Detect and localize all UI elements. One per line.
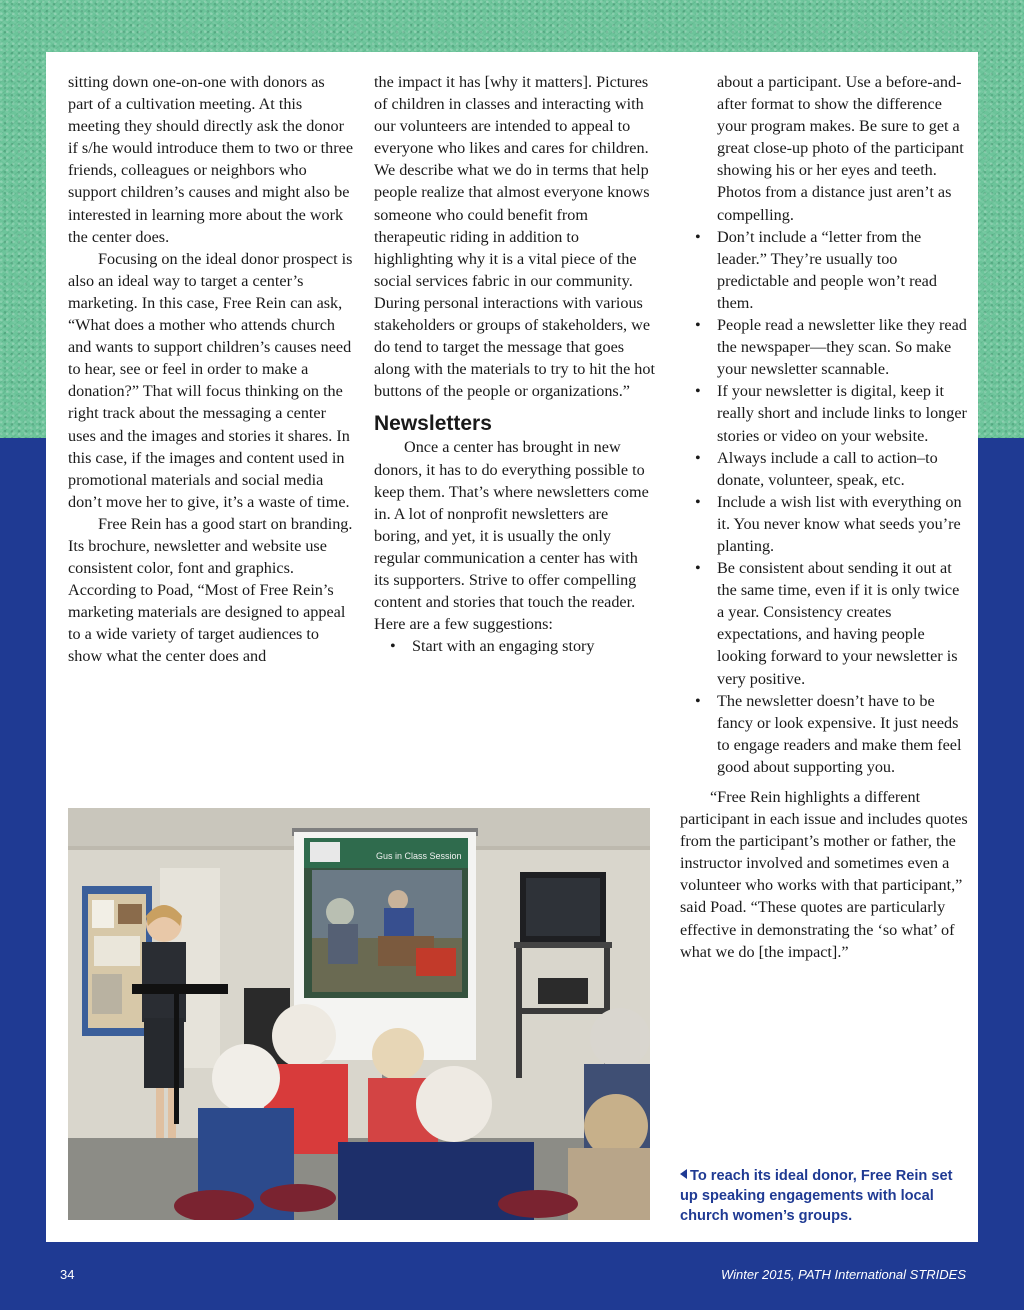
paragraph: Once a center has brought in new donors, it has to do everything possible to keep them. That’s where newsletters come in. A lot of nonprofit newsletters are boring, and yet, it is usually the only regular communication a center has with its supporters. Strive to offer compelling content and stories that touch the reader. Here are a few suggestions: [374, 438, 649, 634]
issue-footer [721, 1267, 966, 1282]
list-item-continuation: about a participant. Use a before-and-after format to show the difference your program makes. Be sure to get a great close-up photo of the participant showing his or her eyes and teeth. Photos from a distance just aren’t as compelling. [717, 73, 964, 224]
paragraph: sitting down one-on-one with donors as part of a cultivation meeting. At this meeting they should directly ask the donor if s/he would introduce them to two or three friends, colleagues or neighbors who support children’s causes and might also be interested in learning more about the work the center does. [68, 73, 354, 246]
projected-slide-title: Gus in Class Session [376, 851, 462, 861]
paragraph: Free Rein has a good start on branding. Its brochure, newsletter and website use consistent color, font and graphics. According to Poad, “Most of Free Rein’s marketing materials are designed to appeal to a wide variety of target audiences to show what the center does and [68, 514, 353, 666]
article-column-1 [68, 71, 353, 668]
section-heading-newsletters: Newsletters [374, 412, 492, 436]
speaking-engagement-photo [68, 808, 650, 1220]
list-item: • Don’t include a “letter from the leader.” They’re usually too predictable and people won’t read them. [680, 226, 970, 314]
list-item: • People read a newsletter like they read the newspaper—they scan. So make your newsletter scannable. [680, 314, 970, 380]
photo-caption-text: To reach its ideal donor, Free Rein set up speaking engagements with local church women’s groups. [680, 1168, 953, 1224]
article-column-2 [374, 71, 656, 657]
list-item: • Be consistent about sending it out at the same time, even if it is only twice a year. Consistency creates expectations, and having people looking forward to your newsletter is very positive. [680, 557, 970, 690]
article-column-3 [680, 71, 970, 963]
list-item: • Always include a call to action–to donate, volunteer, speak, etc. [680, 447, 970, 491]
list-item: • Start with an engaging story [374, 635, 656, 657]
photo-caption [680, 1166, 970, 1226]
issue-date: Winter 2015, PATH International [720, 1267, 910, 1282]
suggestion-list [374, 635, 656, 657]
suggestion-list [680, 226, 970, 778]
paragraph: “Free Rein highlights a different participant in each issue and includes quotes from the participant’s mother or father, the instructor involved and sometimes even a volunteer who works with that participant,” said Poad. “These quotes are particularly effective in demonstrating the ‘so what’ of what we do [the impact].” [680, 788, 968, 961]
page-number: 34 [60, 1267, 75, 1282]
publication-name: STRIDES [909, 1267, 966, 1282]
paragraph: Focusing on the ideal donor prospect is also an ideal way to target a center’s marketing. In this case, Free Rein can ask, “What does a mother who attends church and wants to support children’s causes need to hear, see or feel in order to make a donation?” That will focus thinking on the right track about the messaging a center uses and the images and stories it shares. In this case, if the images and content used in promotional materials and social media don’t move her to give, it’s a waste of time. [68, 249, 353, 511]
list-item: • If your newsletter is digital, keep it really short and include links to longer stories or video on your website. [680, 380, 970, 446]
list-item: • The newsletter doesn’t have to be fancy or look expensive. It just needs to engage readers and make them feel good about supporting you. [680, 690, 970, 778]
photo-illustration [68, 808, 650, 1220]
paragraph: the impact it has [why it matters]. Pictures of children in classes and interacting with our volunteers are intended to appeal to everyone who likes and cares for children. We describe what we do in terms that help people realize that almost everyone knows someone who could benefit from therapeutic riding in addition to highlighting why it is a vital piece of the social services fabric in our community. During personal interactions with various stakeholders or groups of stakeholders, we do tend to target the message that goes along with the materials to try to hit the hot buttons of the people or organizations.” [374, 73, 655, 401]
caret-left-icon [680, 1169, 687, 1179]
list-item: • Include a wish list with everything on it. You never know what seeds you’re planting. [680, 491, 970, 557]
